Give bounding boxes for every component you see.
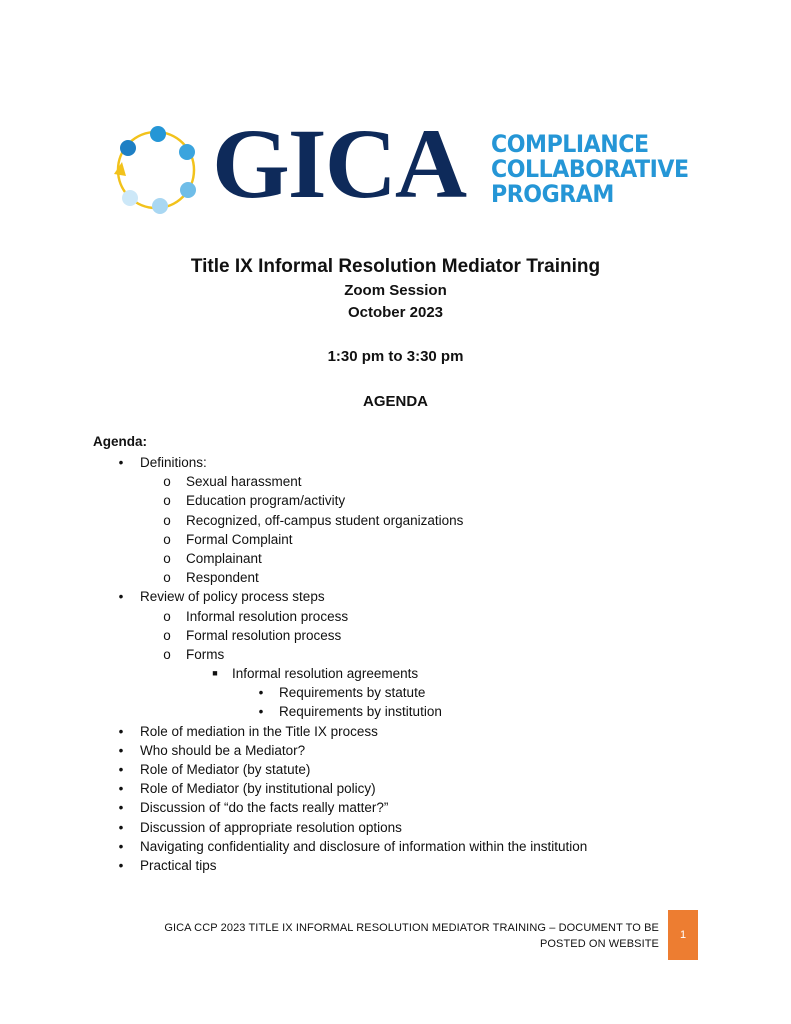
agenda-item xyxy=(0,722,791,741)
circle-of-dots-icon xyxy=(108,122,200,218)
agenda-item xyxy=(0,741,791,760)
agenda-item-text: Formal Complaint xyxy=(186,531,293,547)
agenda-item-text: Requirements by institution xyxy=(279,704,442,720)
agenda-item-text: Requirements by statute xyxy=(279,685,426,701)
agenda-list xyxy=(0,453,791,875)
agenda-item xyxy=(0,453,791,472)
agenda-item xyxy=(0,683,791,702)
agenda-item-text: Forms xyxy=(186,646,225,662)
bullet-icon: ■ xyxy=(212,668,218,679)
bullet-icon: • xyxy=(118,857,124,873)
agenda-item xyxy=(0,798,791,817)
agenda-item-text: Education program/activity xyxy=(186,493,346,509)
bullet-icon: • xyxy=(118,589,124,605)
agenda-label: Agenda: xyxy=(93,434,147,449)
logo-tagline xyxy=(491,132,689,207)
agenda-item-text: Navigating confidentiality and disclosure of information within the institution xyxy=(140,838,588,854)
bullet-icon: o xyxy=(163,570,171,586)
agenda-item xyxy=(0,664,791,683)
agenda-item xyxy=(0,511,791,530)
session-type: Zoom Session xyxy=(344,282,447,299)
logo-tagline-line: COLLABORATIVE xyxy=(491,155,689,183)
agenda-item-text: Complainant xyxy=(186,550,262,566)
page-number: 1 xyxy=(668,910,698,960)
agenda-item-text: Who should be a Mediator? xyxy=(140,742,306,758)
agenda-item xyxy=(0,779,791,798)
footer-line: POSTED ON WEBSITE xyxy=(539,938,659,950)
bullet-icon: o xyxy=(163,493,171,509)
bullet-icon: • xyxy=(118,838,124,854)
bullet-icon: • xyxy=(118,455,124,470)
logo-tagline-line: COMPLIANCE xyxy=(491,130,649,158)
agenda-item-text: Review of policy process steps xyxy=(140,589,325,605)
agenda-item-text: Formal resolution process xyxy=(186,627,342,643)
agenda-item xyxy=(0,760,791,779)
logo-tagline-line: PROGRAM xyxy=(491,180,614,208)
agenda-item xyxy=(0,818,791,837)
bullet-icon: o xyxy=(163,627,171,643)
bullet-icon: o xyxy=(163,512,171,528)
session-date: October 2023 xyxy=(347,304,444,321)
bullet-icon: • xyxy=(118,742,124,758)
agenda-item-text: Informal resolution process xyxy=(186,608,349,624)
bullet-icon: • xyxy=(118,723,124,739)
agenda-item xyxy=(0,626,791,645)
logo-wordmark: GICA xyxy=(212,108,466,219)
agenda-item xyxy=(0,702,791,721)
document-title: Title IX Informal Resolution Mediator Training xyxy=(190,256,601,277)
agenda-item-text: Respondent xyxy=(186,570,259,586)
agenda-item xyxy=(0,856,791,875)
agenda-item xyxy=(0,568,791,587)
bullet-icon: o xyxy=(163,550,171,566)
gica-logo xyxy=(108,108,689,222)
page-footer xyxy=(99,920,659,952)
agenda-item xyxy=(0,645,791,664)
agenda-item xyxy=(0,837,791,856)
agenda-item xyxy=(0,587,791,606)
bullet-icon: o xyxy=(163,646,171,662)
bullet-icon: • xyxy=(258,685,264,701)
agenda-item-text: Sexual harassment xyxy=(186,474,302,490)
agenda-item xyxy=(0,607,791,626)
agenda-item xyxy=(0,491,791,510)
bullet-icon: • xyxy=(118,762,124,777)
bullet-icon: o xyxy=(163,474,171,490)
bullet-icon: o xyxy=(163,531,171,547)
footer-line: GICA CCP 2023 TITLE IX INFORMAL RESOLUTION MEDIATOR TRAINING – DOCUMENT TO BE xyxy=(164,922,659,934)
agenda-item-text: Role of mediation in the Title IX process xyxy=(140,723,378,739)
agenda-item-text: Recognized, off-campus student organizations xyxy=(186,512,464,528)
session-time: 1:30 pm to 3:30 pm xyxy=(327,348,464,365)
agenda-item-text: Practical tips xyxy=(140,857,217,873)
agenda-item-text: Role of Mediator (by statute) xyxy=(140,762,311,777)
agenda-item xyxy=(0,472,791,491)
agenda-item-text: Role of Mediator (by institutional policy) xyxy=(140,781,376,797)
bullet-icon: • xyxy=(258,704,264,720)
bullet-icon: • xyxy=(118,800,124,816)
bullet-icon: • xyxy=(118,819,124,835)
bullet-icon: • xyxy=(118,781,124,797)
agenda-item-text: Definitions: xyxy=(140,455,207,470)
agenda-item-text: Discussion of “do the facts really matter?” xyxy=(140,800,389,816)
agenda-heading: AGENDA xyxy=(362,393,428,410)
agenda-item-text: Informal resolution agreements xyxy=(232,666,419,682)
bullet-icon: o xyxy=(163,608,171,624)
agenda-item xyxy=(0,530,791,549)
agenda-item xyxy=(0,549,791,568)
agenda-item-text: Discussion of appropriate resolution options xyxy=(140,819,402,835)
